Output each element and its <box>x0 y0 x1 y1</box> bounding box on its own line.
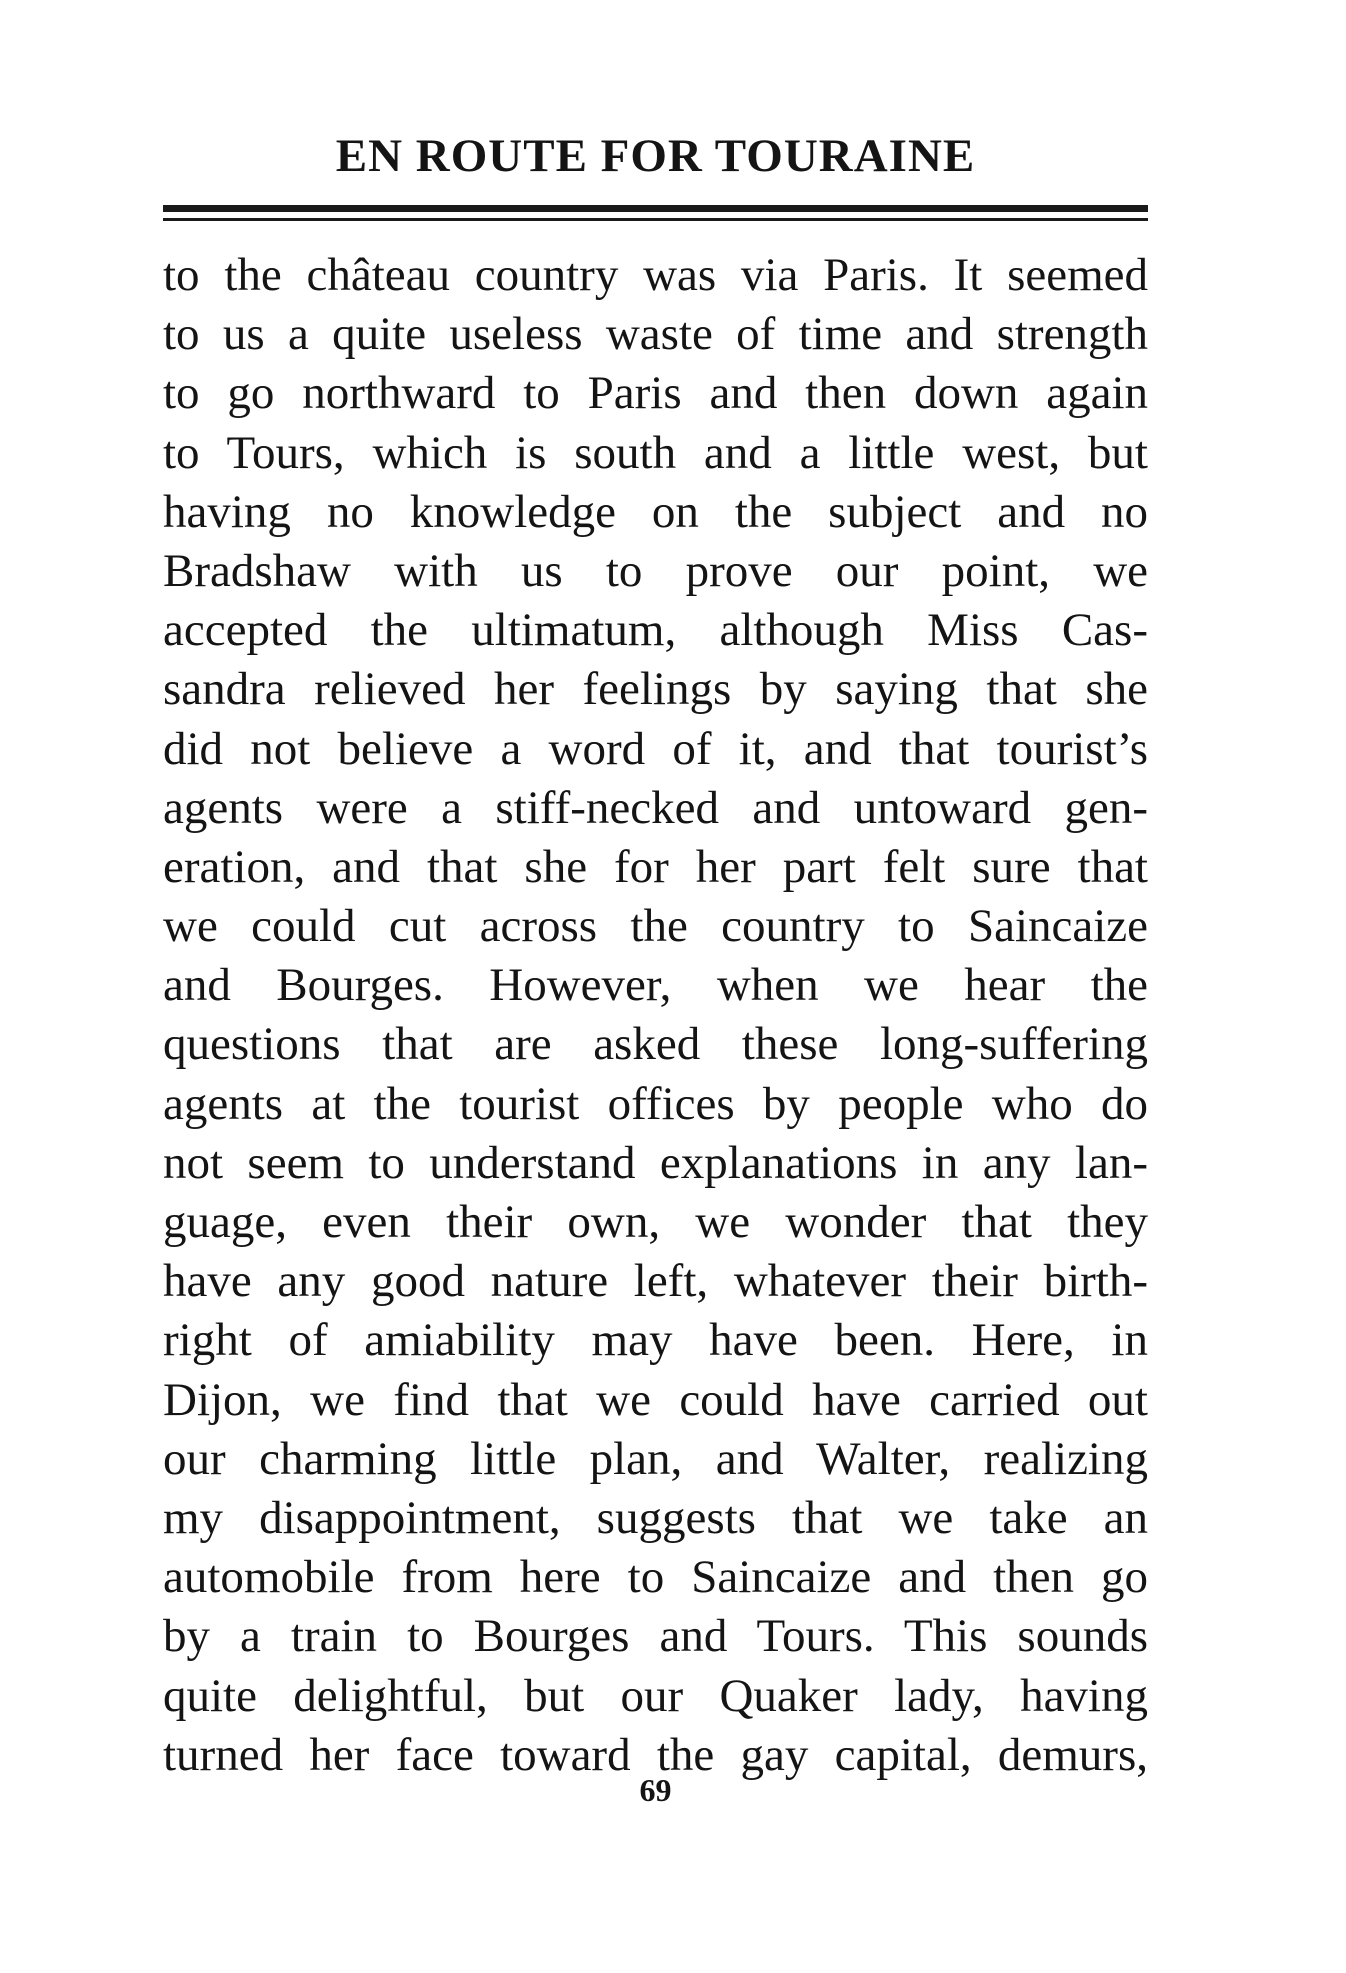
page-number: 69 <box>639 1772 672 1808</box>
text-line: Bradshaw with us to prove our point, we <box>163 544 1148 597</box>
text-line: guage, even their own, we wonder that they <box>163 1196 1148 1248</box>
text-line: accepted the ultimatum, although Miss Cas- <box>163 604 1148 657</box>
header-double-rule <box>163 205 1148 227</box>
text-line: automobile from here to Saincaize and then go <box>163 1551 1148 1604</box>
text-line: right of amiability may have been. Here, in <box>163 1314 1148 1367</box>
running-head: EN ROUTE FOR TOURAINE <box>335 130 976 182</box>
text-line: to us a quite useless waste of time and strength <box>163 308 1148 361</box>
text-line: we could cut across the country to Saincaize <box>163 900 1148 953</box>
text-line: agents were a stiff-necked and untoward gen- <box>163 781 1148 834</box>
text-line: having no knowledge on the subject and no <box>163 485 1148 538</box>
header-rule-thin <box>163 218 1148 221</box>
text-line: sandra relieved her feelings by saying that she <box>163 663 1148 716</box>
text-line: our charming little plan, and Walter, realizing <box>163 1432 1148 1485</box>
text-line: quite delightful, but our Quaker lady, having <box>163 1669 1148 1722</box>
body-text <box>163 246 1148 1785</box>
text-line: have any good nature left, whatever their birth- <box>163 1255 1148 1308</box>
text-line: and Bourges. However, when we hear the <box>163 959 1148 1012</box>
text-line: to Tours, which is south and a little west, but <box>163 426 1148 479</box>
text-line: to go northward to Paris and then down again <box>163 367 1148 420</box>
text-line: to the château country was via Paris. It seemed <box>163 249 1148 301</box>
text-line: not seem to understand explanations in any lan- <box>163 1136 1148 1189</box>
text-line: my disappointment, suggests that we take an <box>163 1491 1148 1544</box>
text-line: by a train to Bourges and Tours. This sounds <box>163 1610 1148 1663</box>
text-line: Dijon, we find that we could have carried out <box>163 1373 1148 1426</box>
text-line: did not believe a word of it, and that tourist’s <box>163 722 1148 775</box>
header-rule-thick <box>163 205 1148 212</box>
text-line: turned her face toward the gay capital, demurs, <box>163 1728 1148 1781</box>
text-line: eration, and that she for her part felt sure that <box>163 840 1148 893</box>
text-line: questions that are asked these long-suffering <box>163 1018 1148 1071</box>
text-line: agents at the tourist offices by people who do <box>163 1077 1148 1130</box>
